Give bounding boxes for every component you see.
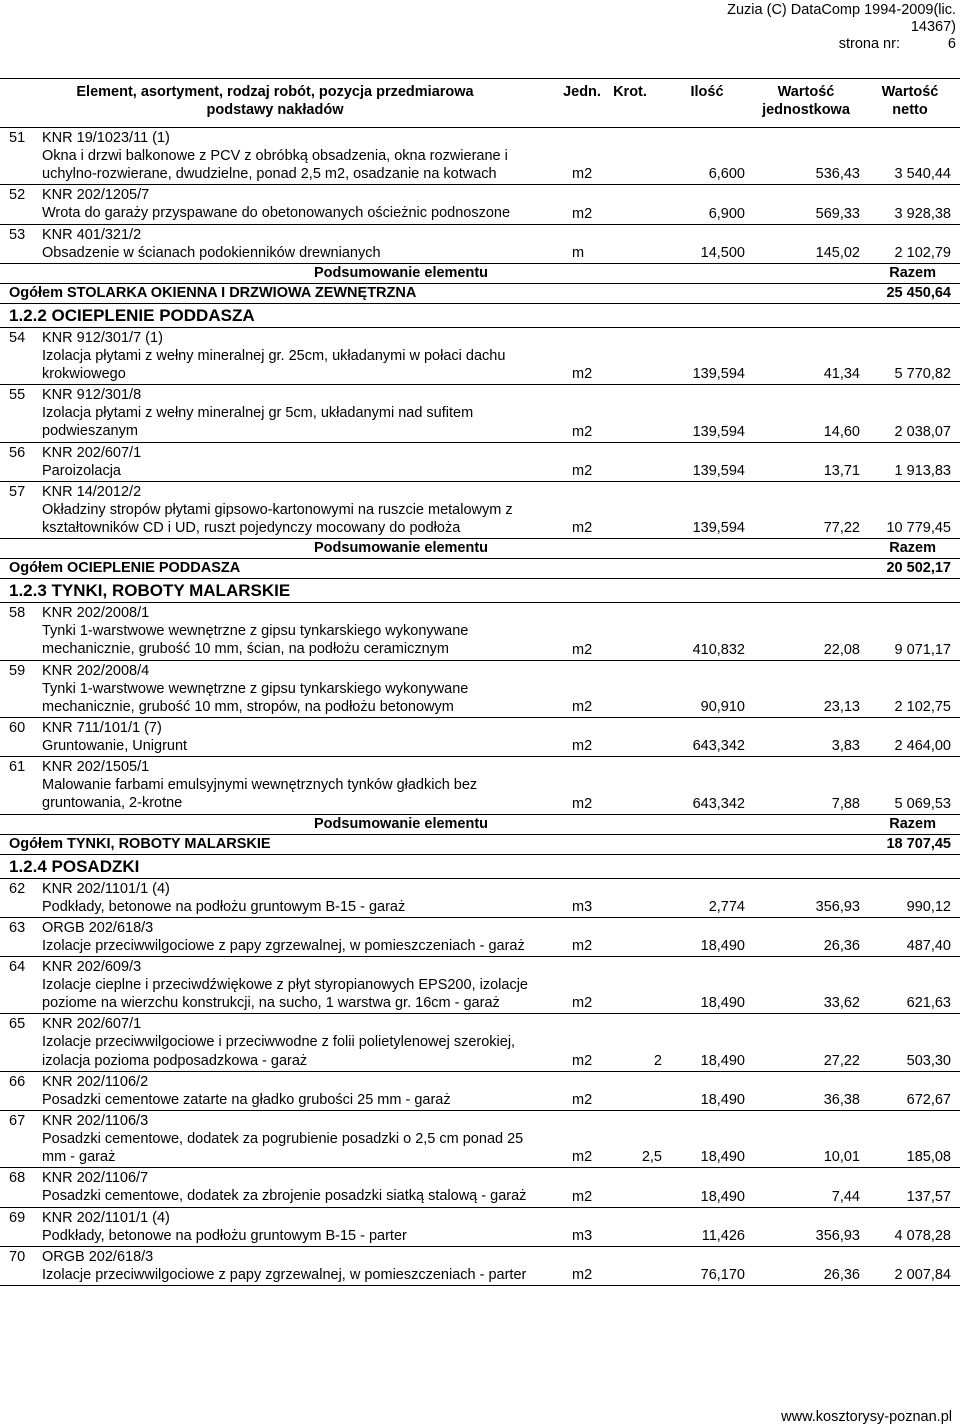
row-number: 67	[9, 1113, 26, 1130]
row-quantity: 18,490	[700, 938, 745, 955]
cost-table	[0, 78, 960, 1286]
row-unit-price: 36,38	[823, 1092, 860, 1109]
row-net-total: 621,63	[906, 995, 951, 1012]
row-unit: m2	[572, 795, 593, 812]
row-description: Obsadzenie w ścianach podokienników drewnianych	[42, 244, 381, 261]
row-number: 51	[9, 130, 26, 146]
row-description: Tynki 1-warstwowe wewnętrzne z gipsu tynkarskiego wykonywane mechanicznie, grubość 10 mm, ścian, na podłożu ceramicznym	[42, 623, 469, 658]
group-rows-d	[0, 879, 960, 1286]
row-unit-price: 569,33	[815, 205, 860, 222]
row-net-total: 9 071,17	[894, 641, 951, 658]
row-quantity: 643,342	[692, 795, 745, 812]
table-row	[0, 185, 960, 224]
row-unit: m2	[572, 1188, 593, 1205]
row-code: ORGB 202/618/3	[42, 919, 154, 936]
row-number: 68	[9, 1170, 26, 1187]
header-element-line2: podstawy nakładów	[206, 102, 344, 118]
table-row	[0, 718, 960, 757]
row-unit-price: 26,36	[823, 938, 860, 955]
section-label: 1.2.2 OCIEPLENIE PODDASZA	[9, 305, 255, 325]
row-unit-price: 27,22	[823, 1052, 860, 1069]
row-krot: 2,5	[641, 1149, 662, 1166]
header-qty: Ilość	[690, 84, 724, 100]
header-total-line2: netto	[892, 102, 928, 118]
table-row	[0, 1072, 960, 1111]
row-net-total: 2 464,00	[894, 738, 951, 755]
row-description: Podkłady, betonowe na podłożu gruntowym B-15 - garaż	[42, 898, 406, 915]
row-number: 70	[9, 1248, 26, 1265]
table-row	[0, 482, 960, 539]
group-rows-a	[0, 128, 960, 264]
row-description: Posadzki cementowe zatarte na gładko grubości 25 mm - garaż	[42, 1091, 451, 1108]
row-code: KNR 202/1106/2	[42, 1073, 149, 1090]
row-code: KNR 711/101/1 (7)	[42, 720, 162, 737]
row-number: 61	[9, 759, 26, 776]
row-quantity: 6,600	[708, 166, 745, 183]
summary-label: Podsumowanie elementu	[314, 540, 489, 557]
row-code: KNR 401/321/2	[42, 226, 142, 243]
row-unit-price: 77,22	[823, 520, 860, 537]
row-unit-price: 10,01	[823, 1149, 860, 1166]
group-total-value: 20 502,17	[886, 560, 951, 577]
row-number: 69	[9, 1209, 26, 1226]
license-text: Zuzia (C) DataComp 1994-2009(lic.	[727, 2, 956, 18]
summary-label: Podsumowanie elementu	[314, 264, 489, 281]
row-number: 52	[9, 187, 26, 204]
row-description: Izolacja płytami z wełny mineralnej gr 5cm, układanymi nad sufitem podwieszanym	[42, 405, 474, 440]
license-id: 14367)	[910, 19, 956, 35]
row-net-total: 5 069,53	[894, 795, 951, 812]
table-header	[0, 78, 960, 128]
row-quantity: 643,342	[692, 738, 745, 755]
row-code: KNR 14/2012/2	[42, 483, 142, 500]
row-net-total: 2 038,07	[894, 423, 951, 440]
row-net-total: 503,30	[906, 1052, 951, 1069]
row-number: 64	[9, 959, 26, 976]
row-code: KNR 202/1101/1 (4)	[42, 1209, 170, 1226]
page-label: strona nr:	[838, 36, 900, 52]
row-quantity: 139,594	[692, 462, 745, 479]
row-unit-price: 536,43	[815, 166, 860, 183]
row-unit-price: 41,34	[823, 366, 860, 383]
row-unit: m2	[572, 1052, 593, 1069]
table-row	[0, 328, 960, 385]
row-code: KNR 202/607/1	[42, 1016, 142, 1033]
section-label: 1.2.4 POSADZKI	[9, 856, 140, 876]
row-unit-price: 356,93	[815, 898, 860, 915]
table-row	[0, 957, 960, 1014]
row-number: 63	[9, 919, 26, 936]
row-net-total: 1 913,83	[894, 462, 951, 479]
row-unit: m2	[572, 520, 593, 537]
footer-url: www.kosztorysy-poznan.pl	[781, 1409, 952, 1425]
row-net-total: 5 770,82	[894, 366, 951, 383]
table-row	[0, 603, 960, 660]
row-unit-price: 13,71	[823, 462, 860, 479]
row-net-total: 487,40	[906, 938, 951, 955]
row-net-total: 3 540,44	[894, 166, 951, 183]
table-row	[0, 443, 960, 482]
license-header	[656, 2, 956, 53]
row-description: Tynki 1-warstwowe wewnętrzne z gipsu tynkarskiego wykonywane mechanicznie, grubość 10 mm, stropów, na podłożu betonowym	[42, 680, 469, 715]
group-total-label: Ogółem TYNKI, ROBOTY MALARSKIE	[9, 835, 271, 852]
row-unit-price: 33,62	[823, 995, 860, 1012]
table-row	[0, 918, 960, 957]
row-code: KNR 202/1101/1 (4)	[42, 880, 170, 897]
row-unit: m2	[572, 366, 593, 383]
header-element	[40, 83, 510, 119]
row-number: 60	[9, 720, 26, 737]
row-description: Okna i drzwi balkonowe z PCV z obróbką obsadzenia, okna rozwierane i uchylno-rozwierane, dwudzielne, ponad 2,5 m2, osadzanie na kotwach	[42, 148, 508, 183]
row-code: KNR 202/1505/1	[42, 759, 150, 776]
row-unit-price: 3,83	[831, 738, 860, 755]
row-number: 66	[9, 1073, 26, 1090]
row-quantity: 76,170	[700, 1267, 745, 1284]
row-unit-price: 14,60	[823, 423, 860, 440]
header-krot: Krot.	[613, 84, 647, 100]
row-unit: m2	[572, 1267, 593, 1284]
row-quantity: 6,900	[708, 205, 745, 222]
summary-header	[0, 539, 960, 559]
row-description: Wrota do garaży przyspawane do obetonowanych ościeżnic podnoszone	[42, 205, 511, 222]
razem-label: Razem	[889, 264, 936, 281]
group-total	[0, 284, 960, 304]
row-net-total: 990,12	[906, 898, 951, 915]
row-unit: m2	[572, 423, 593, 440]
row-net-total: 185,08	[906, 1149, 951, 1166]
page-indicator	[656, 36, 956, 53]
table-row	[0, 1014, 960, 1071]
header-element-line1: Element, asortyment, rodzaj robót, pozycja przedmiarowa	[76, 84, 474, 100]
row-description: Izolacje przeciwwilgociowe z papy zgrzewalnej, w pomieszczeniach - garaż	[42, 937, 525, 954]
header-unit: Jedn.	[563, 84, 601, 100]
row-quantity: 90,910	[700, 699, 745, 716]
row-number: 53	[9, 226, 26, 243]
table-row	[0, 1247, 960, 1286]
table-row	[0, 225, 960, 264]
group-rows-b	[0, 328, 960, 539]
section-title	[0, 579, 960, 603]
row-description: Gruntowanie, Unigrunt	[42, 738, 188, 755]
group-rows-c	[0, 603, 960, 814]
group-total	[0, 835, 960, 855]
row-unit-price: 145,02	[815, 244, 860, 261]
row-quantity: 18,490	[700, 1092, 745, 1109]
summary-label: Podsumowanie elementu	[314, 815, 489, 832]
row-number: 54	[9, 329, 26, 346]
row-code: KNR 912/301/7 (1)	[42, 329, 163, 346]
row-quantity: 139,594	[692, 366, 745, 383]
row-description: Izolacje przeciwwilgociowe z papy zgrzewalnej, w pomieszczeniach - parter	[42, 1266, 527, 1283]
row-unit-price: 22,08	[823, 641, 860, 658]
row-unit-price: 7,88	[831, 795, 860, 812]
row-unit: m2	[572, 995, 593, 1012]
summary-header	[0, 264, 960, 284]
table-row	[0, 661, 960, 718]
row-code: ORGB 202/618/3	[42, 1248, 154, 1265]
row-unit: m2	[572, 738, 593, 755]
header-total-line1: Wartość	[881, 84, 939, 100]
row-unit: m3	[572, 898, 593, 915]
row-unit: m2	[572, 1149, 593, 1166]
row-number: 59	[9, 662, 26, 679]
row-number: 55	[9, 387, 26, 404]
row-description: Podkłady, betonowe na podłożu gruntowym B-15 - parter	[42, 1227, 407, 1244]
header-price-line1: Wartość	[777, 84, 835, 100]
row-unit: m2	[572, 699, 593, 716]
row-code: KNR 912/301/8	[42, 387, 142, 404]
row-unit: m2	[572, 166, 593, 183]
row-unit-price: 7,44	[831, 1188, 860, 1205]
row-net-total: 3 928,38	[894, 205, 951, 222]
row-krot: 2	[653, 1052, 662, 1069]
table-row	[0, 757, 960, 814]
header-price	[750, 83, 862, 119]
table-row	[0, 879, 960, 918]
row-net-total: 137,57	[906, 1188, 951, 1205]
row-code: KNR 202/1106/3	[42, 1113, 149, 1130]
row-quantity: 11,426	[701, 1227, 745, 1244]
row-unit: m2	[572, 462, 593, 479]
row-code: KNR 202/607/1	[42, 444, 142, 461]
razem-label: Razem	[889, 815, 936, 832]
row-code: KNR 202/2008/1	[42, 605, 150, 622]
table-row	[0, 128, 960, 185]
row-number: 65	[9, 1016, 26, 1033]
row-unit: m2	[572, 641, 593, 658]
row-net-total: 10 779,45	[886, 520, 951, 537]
section-title	[0, 304, 960, 328]
row-quantity: 139,594	[692, 423, 745, 440]
razem-label: Razem	[889, 540, 936, 557]
row-quantity: 18,490	[700, 1149, 745, 1166]
row-net-total: 2 102,75	[894, 699, 951, 716]
row-description: Okładziny stropów płytami gipsowo-kartonowymi na ruszcie metalowym z kształtowników CD i UD, ruszt pojedynczy mocowany do podłoża	[42, 501, 513, 537]
row-unit-price: 26,36	[823, 1267, 860, 1284]
row-quantity: 18,490	[700, 995, 745, 1012]
table-row	[0, 1111, 960, 1168]
section-label: 1.2.3 TYNKI, ROBOTY MALARSKIE	[9, 581, 291, 601]
row-quantity: 14,500	[700, 244, 745, 261]
row-description: Paroizolacja	[42, 462, 121, 479]
row-description: Malowanie farbami emulsyjnymi wewnętrznych tynków gładkich bez gruntowania, 2-krotne	[42, 777, 478, 812]
row-number: 57	[9, 483, 26, 500]
row-unit-price: 356,93	[815, 1227, 860, 1244]
header-total	[868, 83, 952, 119]
row-quantity: 2,774	[708, 898, 745, 915]
row-description: Izolacje przeciwwilgociowe i przeciwwodne z folii polietylenowej szerokiej, izolacja pozioma podposadzkowa - garaż	[42, 1034, 516, 1069]
row-unit: m3	[572, 1227, 593, 1244]
page-number: 6	[947, 36, 956, 52]
table-row	[0, 385, 960, 442]
row-net-total: 672,67	[906, 1092, 951, 1109]
row-description: Izolacje cieplne i przeciwdźwiękowe z płyt styropianowych EPS200, izolacje poziome na wierzchu konstrukcji, na sucho, 1 warstwa gr. 16cm - garaż	[42, 977, 528, 1012]
group-total	[0, 559, 960, 579]
row-number: 62	[9, 880, 26, 897]
group-total-value: 18 707,45	[886, 835, 951, 852]
row-net-total: 2 102,79	[894, 244, 951, 261]
row-unit: m2	[572, 205, 593, 222]
row-unit: m	[572, 244, 585, 261]
row-unit-price: 23,13	[823, 699, 860, 716]
table-row	[0, 1168, 960, 1207]
row-quantity: 139,594	[692, 520, 745, 537]
row-net-total: 2 007,84	[894, 1267, 951, 1284]
row-number: 58	[9, 605, 26, 622]
row-quantity: 18,490	[700, 1188, 745, 1205]
row-description: Izolacja płytami z wełny mineralnej gr. 25cm, układanymi w połaci dachu krokwiowego	[42, 347, 506, 383]
row-net-total: 4 078,28	[894, 1227, 951, 1244]
row-unit: m2	[572, 1092, 593, 1109]
section-title	[0, 855, 960, 879]
row-quantity: 18,490	[700, 1052, 745, 1069]
row-code: KNR 202/609/3	[42, 959, 142, 976]
row-code: KNR 202/1205/7	[42, 187, 150, 204]
table-row	[0, 1208, 960, 1247]
row-quantity: 410,832	[692, 641, 745, 658]
row-number: 56	[9, 444, 26, 461]
group-total-label: Ogółem STOLARKA OKIENNA I DRZWIOWA ZEWNĘTRZNA	[9, 284, 417, 301]
row-description: Posadzki cementowe, dodatek za pogrubienie posadzki o 2,5 cm ponad 25 mm - garaż	[42, 1131, 524, 1166]
summary-header	[0, 815, 960, 835]
row-code: KNR 202/2008/4	[42, 662, 150, 679]
group-total-value: 25 450,64	[886, 284, 951, 301]
header-price-line2: jednostkowa	[762, 102, 850, 118]
group-total-label: Ogółem OCIEPLENIE PODDASZA	[9, 560, 241, 577]
row-code: KNR 202/1106/7	[42, 1170, 149, 1187]
row-unit: m2	[572, 938, 593, 955]
row-code: KNR 19/1023/11 (1)	[42, 130, 170, 146]
row-description: Posadzki cementowe, dodatek za zbrojenie posadzki siatką stalową - garaż	[42, 1188, 527, 1205]
